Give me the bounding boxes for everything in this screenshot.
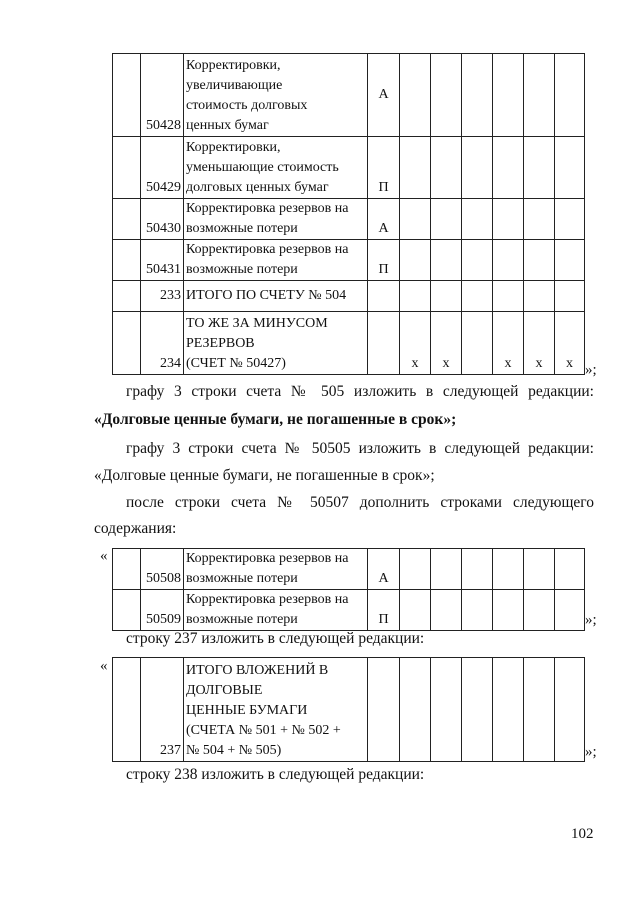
- mark-cell: [462, 549, 493, 590]
- blank-cell: [113, 137, 141, 199]
- mark-cell: [462, 281, 493, 312]
- mark-cell: [431, 240, 462, 281]
- mark-cell: [400, 137, 431, 199]
- account-characteristic: А: [368, 54, 400, 137]
- blank-cell: [113, 281, 141, 312]
- mark-cell: [555, 199, 585, 240]
- account-name: Корректировка резервов на возможные потери: [184, 240, 368, 281]
- table-row: [113, 240, 585, 281]
- mark-cell: [431, 590, 462, 631]
- mark-cell: [493, 54, 524, 137]
- account-name: Корректировка резервов на возможные потери: [184, 590, 368, 631]
- instruction-paragraph: после строки счета № 50507 дополнить строками следующего: [126, 494, 594, 511]
- account-characteristic: А: [368, 199, 400, 240]
- mark-cell: [555, 590, 585, 631]
- mark-cell: [462, 590, 493, 631]
- mark-cell: [524, 199, 555, 240]
- mark-cell: [493, 590, 524, 631]
- blank-cell: [113, 199, 141, 240]
- account-number: 50509: [141, 590, 184, 631]
- mark-cell: [462, 54, 493, 137]
- page-number: 102: [571, 826, 594, 842]
- replacement-text: «Долговые ценные бумаги, не погашенные в срок»;: [94, 467, 435, 484]
- account-number: 50430: [141, 199, 184, 240]
- account-number: 50429: [141, 137, 184, 199]
- instruction-paragraph-cont: содержания:: [94, 520, 177, 537]
- mark-cell: [555, 54, 585, 137]
- blank-cell: [113, 240, 141, 281]
- accounts-total-table: [112, 657, 585, 762]
- mark-cell: [524, 240, 555, 281]
- blank-cell: [113, 658, 141, 762]
- account-name: ТО ЖЕ ЗА МИНУСОМ РЕЗЕРВОВ (СЧЕТ № 50427): [184, 312, 368, 375]
- table-row: [113, 199, 585, 240]
- blank-cell: [113, 54, 141, 137]
- mark-cell: [462, 199, 493, 240]
- mark-cell: х: [524, 312, 555, 375]
- account-number: 234: [141, 312, 184, 375]
- mark-cell: [524, 549, 555, 590]
- instruction-paragraph: строку 238 изложить в следующей редакции:: [126, 766, 425, 783]
- account-characteristic: П: [368, 590, 400, 631]
- table-row: [113, 590, 585, 631]
- mark-cell: [462, 240, 493, 281]
- mark-cell: [524, 658, 555, 762]
- account-characteristic: [368, 312, 400, 375]
- mark-cell: [493, 281, 524, 312]
- account-characteristic: П: [368, 240, 400, 281]
- table-row: [113, 549, 585, 590]
- account-name: ИТОГО ПО СЧЕТУ № 504: [184, 281, 368, 312]
- table-row: [113, 137, 585, 199]
- mark-cell: [431, 281, 462, 312]
- accounts-table-505: [112, 548, 585, 631]
- opening-quote: «: [100, 548, 108, 564]
- mark-cell: [400, 54, 431, 137]
- table-row: [113, 281, 585, 312]
- mark-cell: [431, 199, 462, 240]
- mark-cell: [431, 137, 462, 199]
- mark-cell: [400, 281, 431, 312]
- account-characteristic: А: [368, 549, 400, 590]
- mark-cell: [493, 240, 524, 281]
- mark-cell: [493, 199, 524, 240]
- table-row: [113, 54, 585, 137]
- blank-cell: [113, 549, 141, 590]
- mark-cell: [400, 590, 431, 631]
- account-name: Корректировки, уменьшающие стоимость долговых ценных бумаг: [184, 137, 368, 199]
- account-characteristic: [368, 658, 400, 762]
- replacement-text: «Долговые ценные бумаги, не погашенные в срок»;: [94, 411, 457, 428]
- mark-cell: [524, 137, 555, 199]
- blank-cell: [113, 312, 141, 375]
- accounts-table-504: [112, 53, 585, 375]
- instruction-paragraph: строку 237 изложить в следующей редакции:: [126, 630, 425, 647]
- mark-cell: [431, 658, 462, 762]
- mark-cell: х: [400, 312, 431, 375]
- instruction-paragraph: графу 3 строки счета № 505 изложить в следующей редакции:: [126, 383, 594, 400]
- account-name: ИТОГО ВЛОЖЕНИЙ В ДОЛГОВЫЕ ЦЕННЫЕ БУМАГИ (СЧЕТА № 501 + № 502 + № 504 + № 505): [184, 658, 368, 762]
- mark-cell: [555, 549, 585, 590]
- account-name: Корректировка резервов на возможные потери: [184, 199, 368, 240]
- mark-cell: [462, 312, 493, 375]
- mark-cell: [524, 281, 555, 312]
- instruction-paragraph: графу 3 строки счета № 50505 изложить в следующей редакции:: [126, 440, 594, 457]
- closing-quote: »;: [585, 612, 597, 628]
- account-number: 50428: [141, 54, 184, 137]
- mark-cell: [400, 549, 431, 590]
- mark-cell: [493, 549, 524, 590]
- opening-quote: «: [100, 658, 108, 674]
- account-characteristic: [368, 281, 400, 312]
- mark-cell: [555, 137, 585, 199]
- mark-cell: [555, 658, 585, 762]
- closing-quote: »;: [585, 744, 597, 760]
- closing-quote: »;: [585, 362, 597, 378]
- mark-cell: [524, 54, 555, 137]
- mark-cell: [431, 549, 462, 590]
- mark-cell: [462, 658, 493, 762]
- table-row: [113, 312, 585, 375]
- blank-cell: [113, 590, 141, 631]
- mark-cell: [524, 590, 555, 631]
- account-name: Корректировка резервов на возможные потери: [184, 549, 368, 590]
- account-name: Корректировки, увеличивающие стоимость долговых ценных бумаг: [184, 54, 368, 137]
- account-number: 50431: [141, 240, 184, 281]
- mark-cell: х: [555, 312, 585, 375]
- mark-cell: [431, 54, 462, 137]
- mark-cell: [493, 137, 524, 199]
- mark-cell: [555, 240, 585, 281]
- account-number: 233: [141, 281, 184, 312]
- mark-cell: [493, 658, 524, 762]
- mark-cell: [400, 240, 431, 281]
- mark-cell: [555, 281, 585, 312]
- account-number: 237: [141, 658, 184, 762]
- mark-cell: [400, 658, 431, 762]
- mark-cell: х: [431, 312, 462, 375]
- account-characteristic: П: [368, 137, 400, 199]
- mark-cell: [400, 199, 431, 240]
- mark-cell: [462, 137, 493, 199]
- account-number: 50508: [141, 549, 184, 590]
- table-row: [113, 658, 585, 762]
- mark-cell: х: [493, 312, 524, 375]
